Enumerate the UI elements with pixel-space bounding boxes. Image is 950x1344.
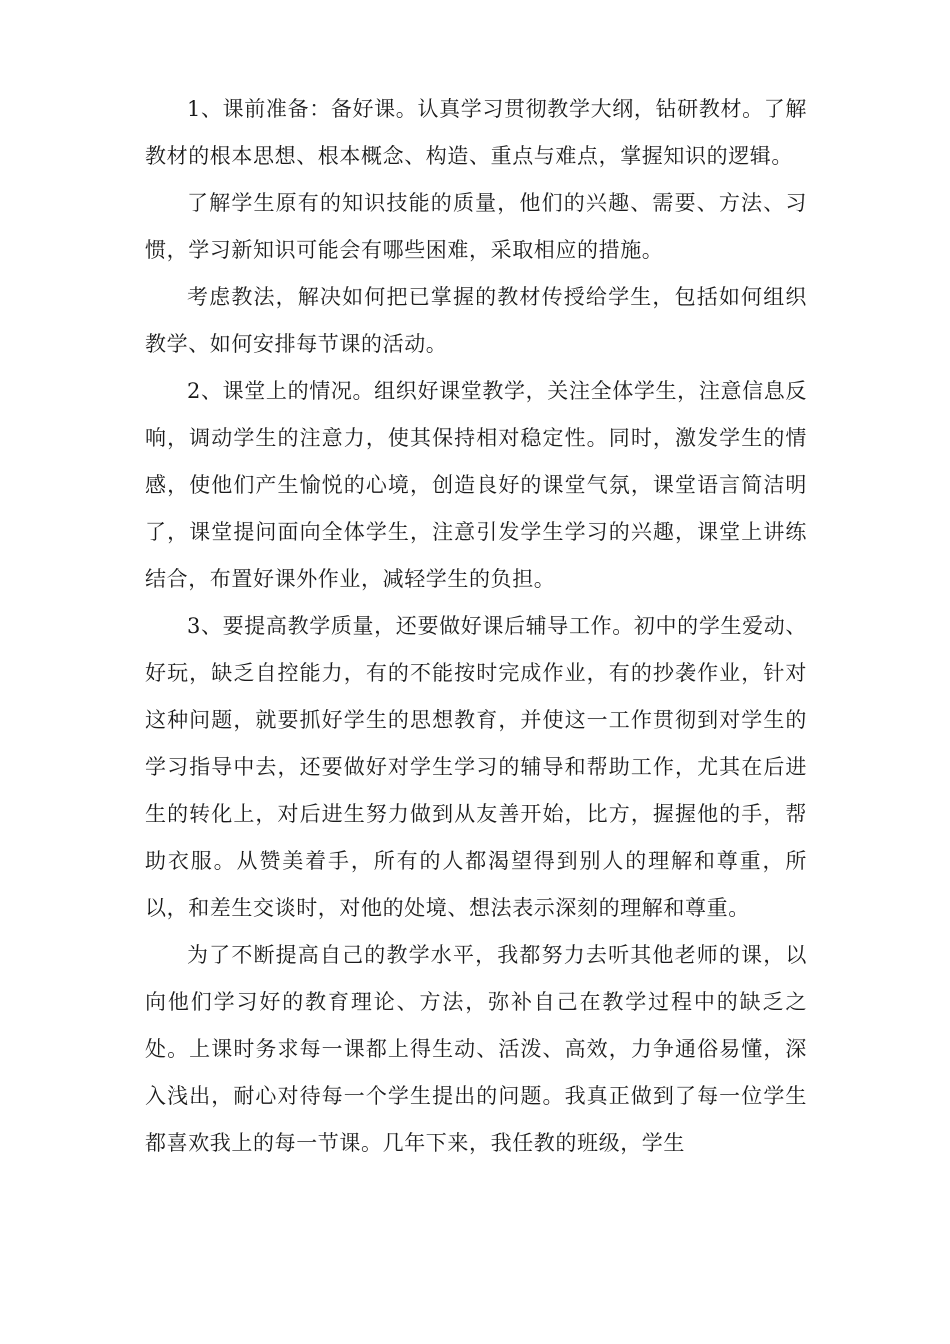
paragraph-teaching-methods: 考虑教法，解决如何把已掌握的教材传授给学生，包括如何组织教学、如何安排每节课的活动。	[145, 285, 807, 356]
paragraph-after-class-tutoring: 3、要提高教学质量，还要做好课后辅导工作。初中的学生爱动、好玩，缺乏自控能力，有的不能按时完成作业，有的抄袭作业，针对这种问题，就要抓好学生的思想教育，并使这一工作贯彻到对学生的学习指导中去，还要做好对学生学习的辅导和帮助工作，尤其在后进生的转化上，对后进生努力做到从友善开始，比方，握握他的手，帮助衣服。从赞美着手，所有的人都渴望得到别人的理解和尊重，所以，和差生交谈时，对他的处境、想法表示深刻的理解和尊重。	[145, 614, 807, 920]
document-page	[145, 86, 807, 1167]
paragraph-self-improvement: 为了不断提高自己的教学水平，我都努力去听其他老师的课，以向他们学习好的教育理论、方法，弥补自己在教学过程中的缺乏之处。上课时务求每一课都上得生动、活泼、高效，力争通俗易懂，深入浅出，耐心对待每一个学生提出的问题。我真正做到了每一位学生都喜欢我上的每一节课。几年下来，我任教的班级，学生	[145, 943, 807, 1155]
paragraph-student-understanding: 了解学生原有的知识技能的质量，他们的兴趣、需要、方法、习惯，学习新知识可能会有哪些困难，采取相应的措施。	[145, 191, 807, 262]
paragraph-lesson-preparation: 1、课前准备：备好课。认真学习贯彻教学大纲，钻研教材。了解教材的根本思想、根本概念、构造、重点与难点，掌握知识的逻辑。	[145, 97, 807, 168]
paragraph-classroom-situation: 2、课堂上的情况。组织好课堂教学，关注全体学生，注意信息反响，调动学生的注意力，使其保持相对稳定性。同时，激发学生的情感，使他们产生愉悦的心境，创造良好的课堂气氛，课堂语言简洁明了，课堂提问面向全体学生，注意引发学生学习的兴趣，课堂上讲练结合，布置好课外作业，减轻学生的负担。	[145, 379, 807, 591]
